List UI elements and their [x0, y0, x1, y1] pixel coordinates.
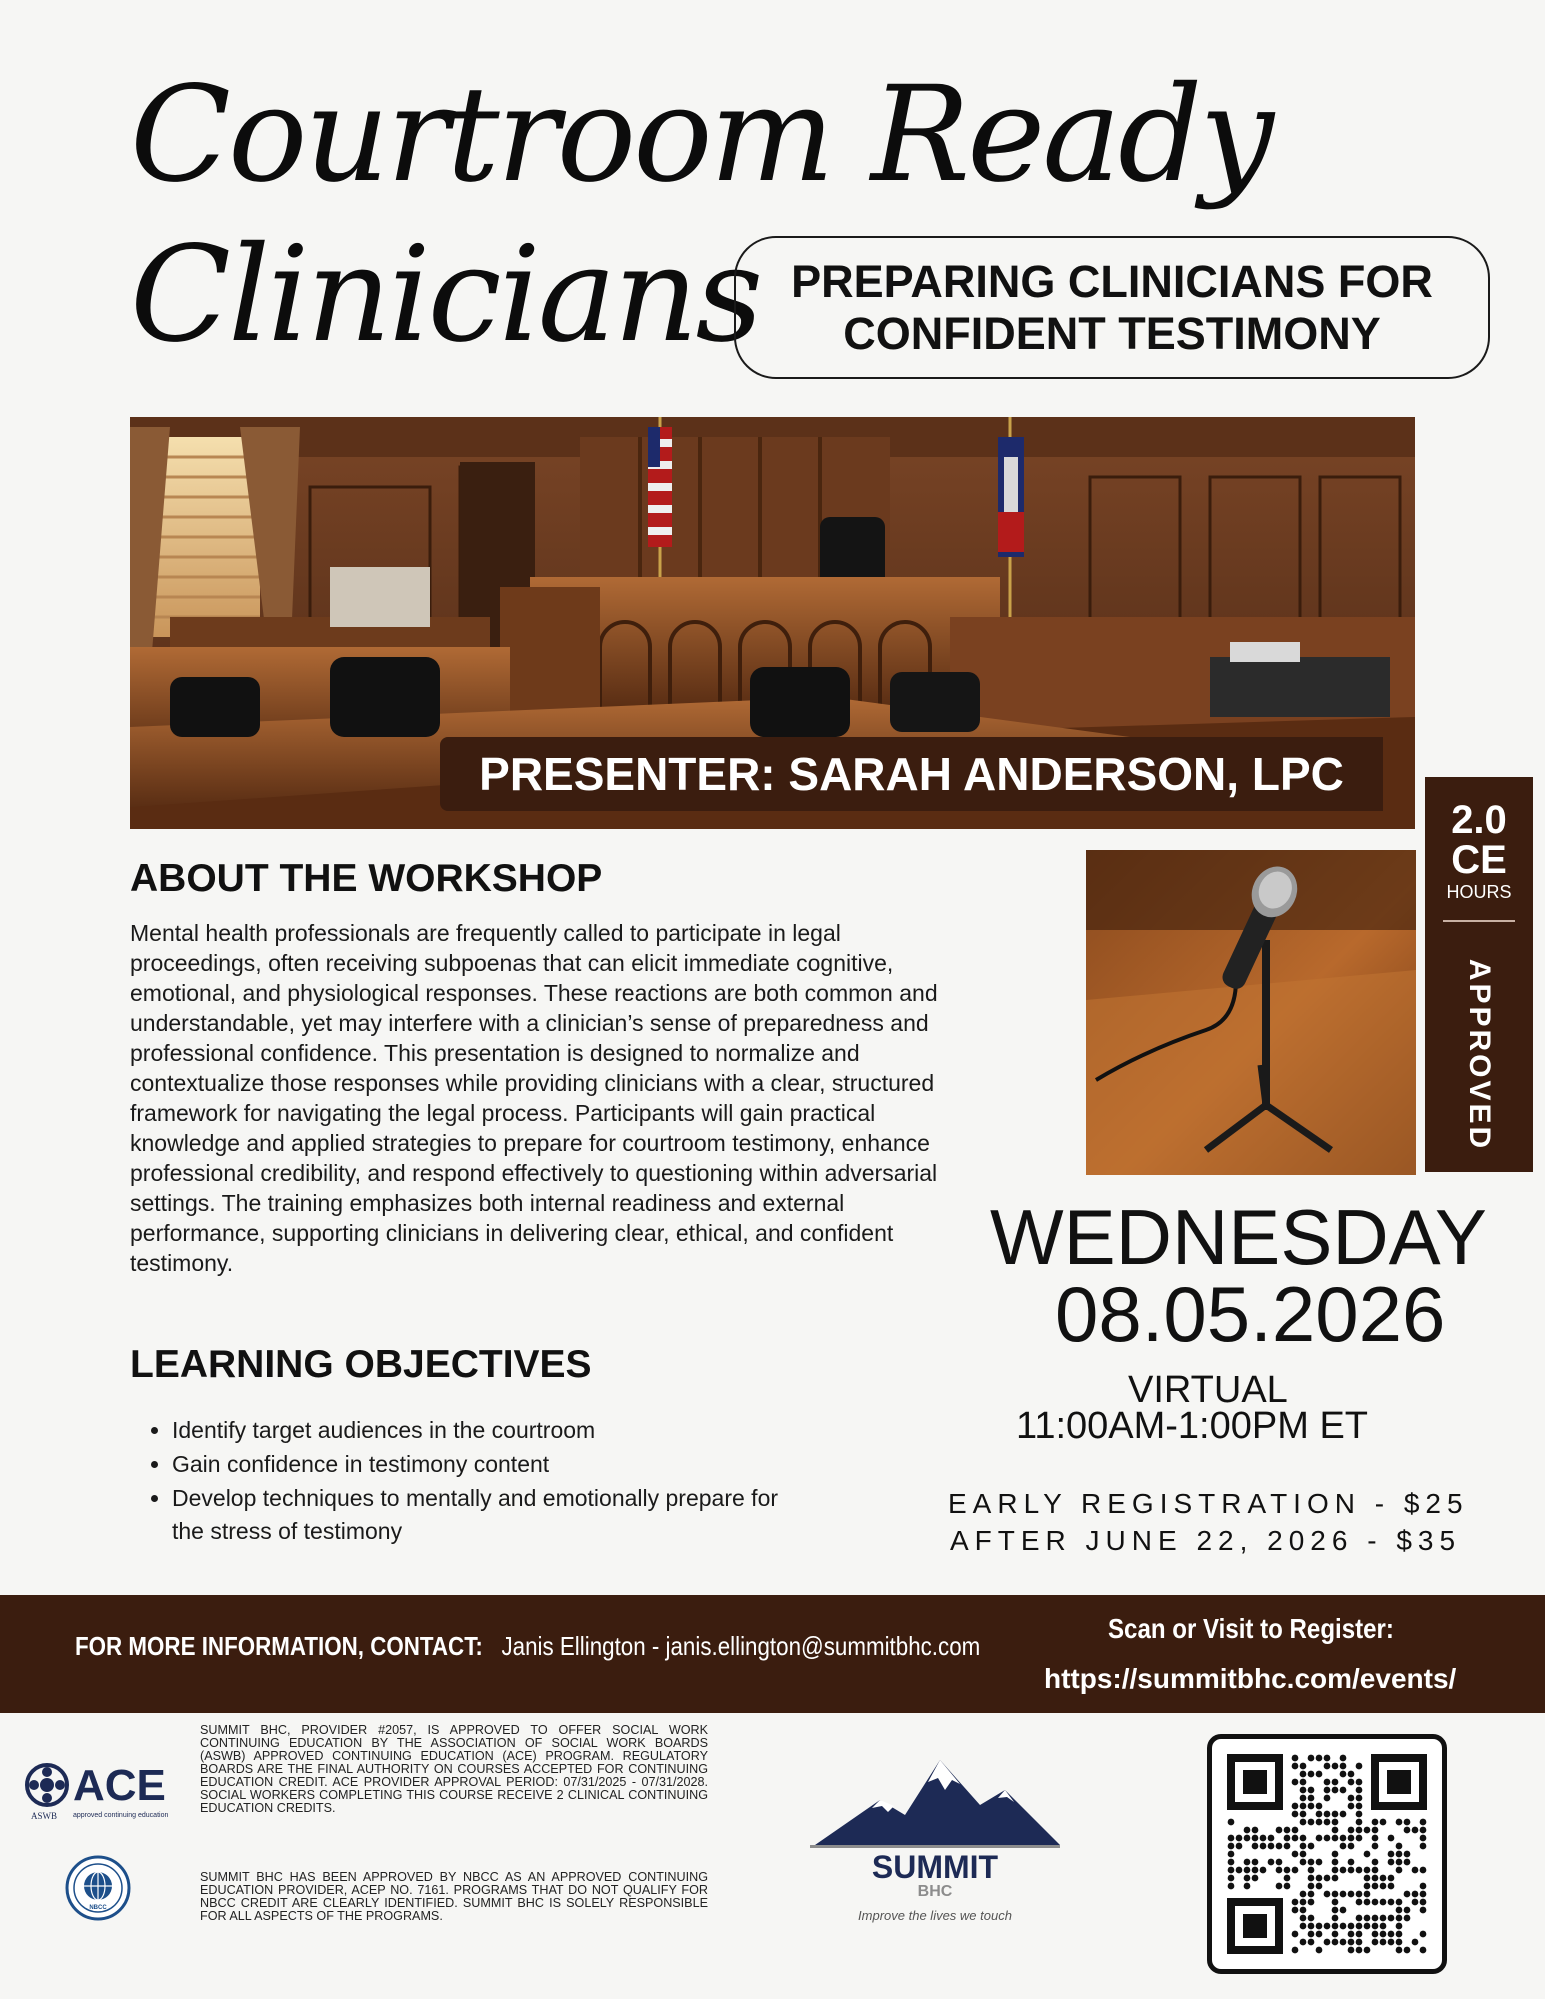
event-day: WEDNESDAY	[990, 1193, 1487, 1281]
early-registration-price: EARLY REGISTRATION - $25	[948, 1488, 1469, 1519]
presenter-banner: PRESENTER: SARAH ANDERSON, LPC	[440, 737, 1383, 811]
ace-tagline: approved continuing education	[73, 1812, 169, 1819]
register-qr-code[interactable]	[1207, 1734, 1447, 1974]
brand-name: SUMMIT	[871, 1849, 999, 1885]
subtitle-line-1: PREPARING CLINICIANS FOR	[791, 255, 1433, 307]
nbcc-legal-text: SUMMIT BHC HAS BEEN APPROVED BY NBCC AS AN APPROVED CONTINUING EDUCATION PROVIDER, ACEP NO. 7161. PROGRAMS THAT DO NOT QUALIFY FOR NBCC CREDIT ARE CLEARLY IDENTIFIED. SUMMIT BHC IS SOLELY RESPONSIBLE FOR ALL ASPECTS OF THE PROGRAMS.	[200, 1870, 708, 1923]
contact-label: FOR MORE INFORMATION, CONTACT:	[75, 1631, 483, 1661]
ace-org: ASWB	[31, 1811, 58, 1821]
contact-info	[75, 1631, 980, 1662]
register-label: Scan or Visit to Register:	[1108, 1613, 1394, 1644]
brand-tagline: Improve the lives we touch	[858, 1908, 1012, 1923]
contact-band	[0, 1595, 1545, 1713]
ce-hours-badge	[1425, 777, 1533, 1172]
ce-unit: CE	[1451, 838, 1507, 882]
brand-sub: BHC	[917, 1883, 953, 1900]
ce-divider	[1443, 920, 1515, 922]
late-registration-price: AFTER JUNE 22, 2026 - $35	[950, 1525, 1462, 1556]
list-item: • Develop techniques to mentally and emotionally prepare for the stress of testimony	[172, 1482, 812, 1548]
about-heading: ABOUT THE WORKSHOP	[130, 857, 603, 900]
ce-hours-label: HOURS	[1446, 882, 1512, 902]
contact-value[interactable]: Janis Ellington - janis.ellington@summitbhc.com	[501, 1631, 981, 1661]
about-body: Mental health professionals are frequently called to participate in legal proceedings, often receiving subpoenas that can elicit immediate cognitive, emotional, and physiological responses. These reactions are both common and understandable, yet may interfere with a clinician’s sense of preparedness and professional confidence. This presentation is designed to normalize and contextualize those responses while providing clinicians with a clear, structured framework for navigating the legal process. Participants will gain practical knowledge and applied strategies to prepare for courtroom testimony, enhance professional credibility, and respond effectively to questioning within adversarial settings. The training emphasizes both internal readiness and external performance, supporting clinicians in delivering clear, ethical, and confident testimony.	[130, 920, 938, 1276]
title-line-1: Courtroom Ready	[130, 58, 1272, 212]
register-link[interactable]: https://summitbhc.com/events/	[1044, 1663, 1457, 1694]
objectives-heading: LEARNING OBJECTIVES	[130, 1343, 592, 1386]
summit-bhc-logo	[810, 1750, 1060, 1925]
objectives-list	[140, 1414, 812, 1549]
ce-value: 2.0	[1451, 798, 1507, 842]
qr-pattern	[1212, 1739, 1442, 1969]
list-item: • Gain confidence in testimony content	[172, 1448, 812, 1481]
ace-logo	[25, 1755, 195, 1825]
nbcc-text: NBCC	[89, 1905, 107, 1911]
ce-approved-label: APPROVED	[1463, 958, 1496, 1152]
microphone-photo	[1086, 850, 1416, 1175]
ace-mark: ACE	[73, 1761, 166, 1810]
event-format: VIRTUAL	[1128, 1369, 1288, 1411]
subtitle-pill	[734, 236, 1490, 379]
subtitle-line-2: CONFIDENT TESTIMONY	[843, 307, 1381, 359]
aswb-legal-text: SUMMIT BHC, PROVIDER #2057, IS APPROVED TO OFFER SOCIAL WORK CONTINUING EDUCATION BY THE ASSOCIATION OF SOCIAL WORK BOARDS (ASWB) APPROVED CONTINUING EDUCATION (ACE) PROGRAM. REGULATORY BOARDS ARE THE FINAL AUTHORITY ON COURSES ACCEPTED FOR CONTINUING EDUCATION CREDIT. ACE PROVIDER APPROVAL PERIOD: 07/31/2025 - 07/31/2028. SOCIAL WORKERS COMPLETING THIS COURSE RECEIVE 2 CLINICAL CONTINUING EDUCATION CREDITS.	[200, 1723, 708, 1815]
title-line-2: Clinicians	[130, 218, 761, 372]
event-time: 11:00AM-1:00PM ET	[1016, 1405, 1369, 1447]
list-item: • Identify target audiences in the courtroom	[172, 1414, 812, 1447]
nbcc-logo	[63, 1853, 133, 1923]
event-date: 08.05.2026	[1055, 1270, 1446, 1358]
